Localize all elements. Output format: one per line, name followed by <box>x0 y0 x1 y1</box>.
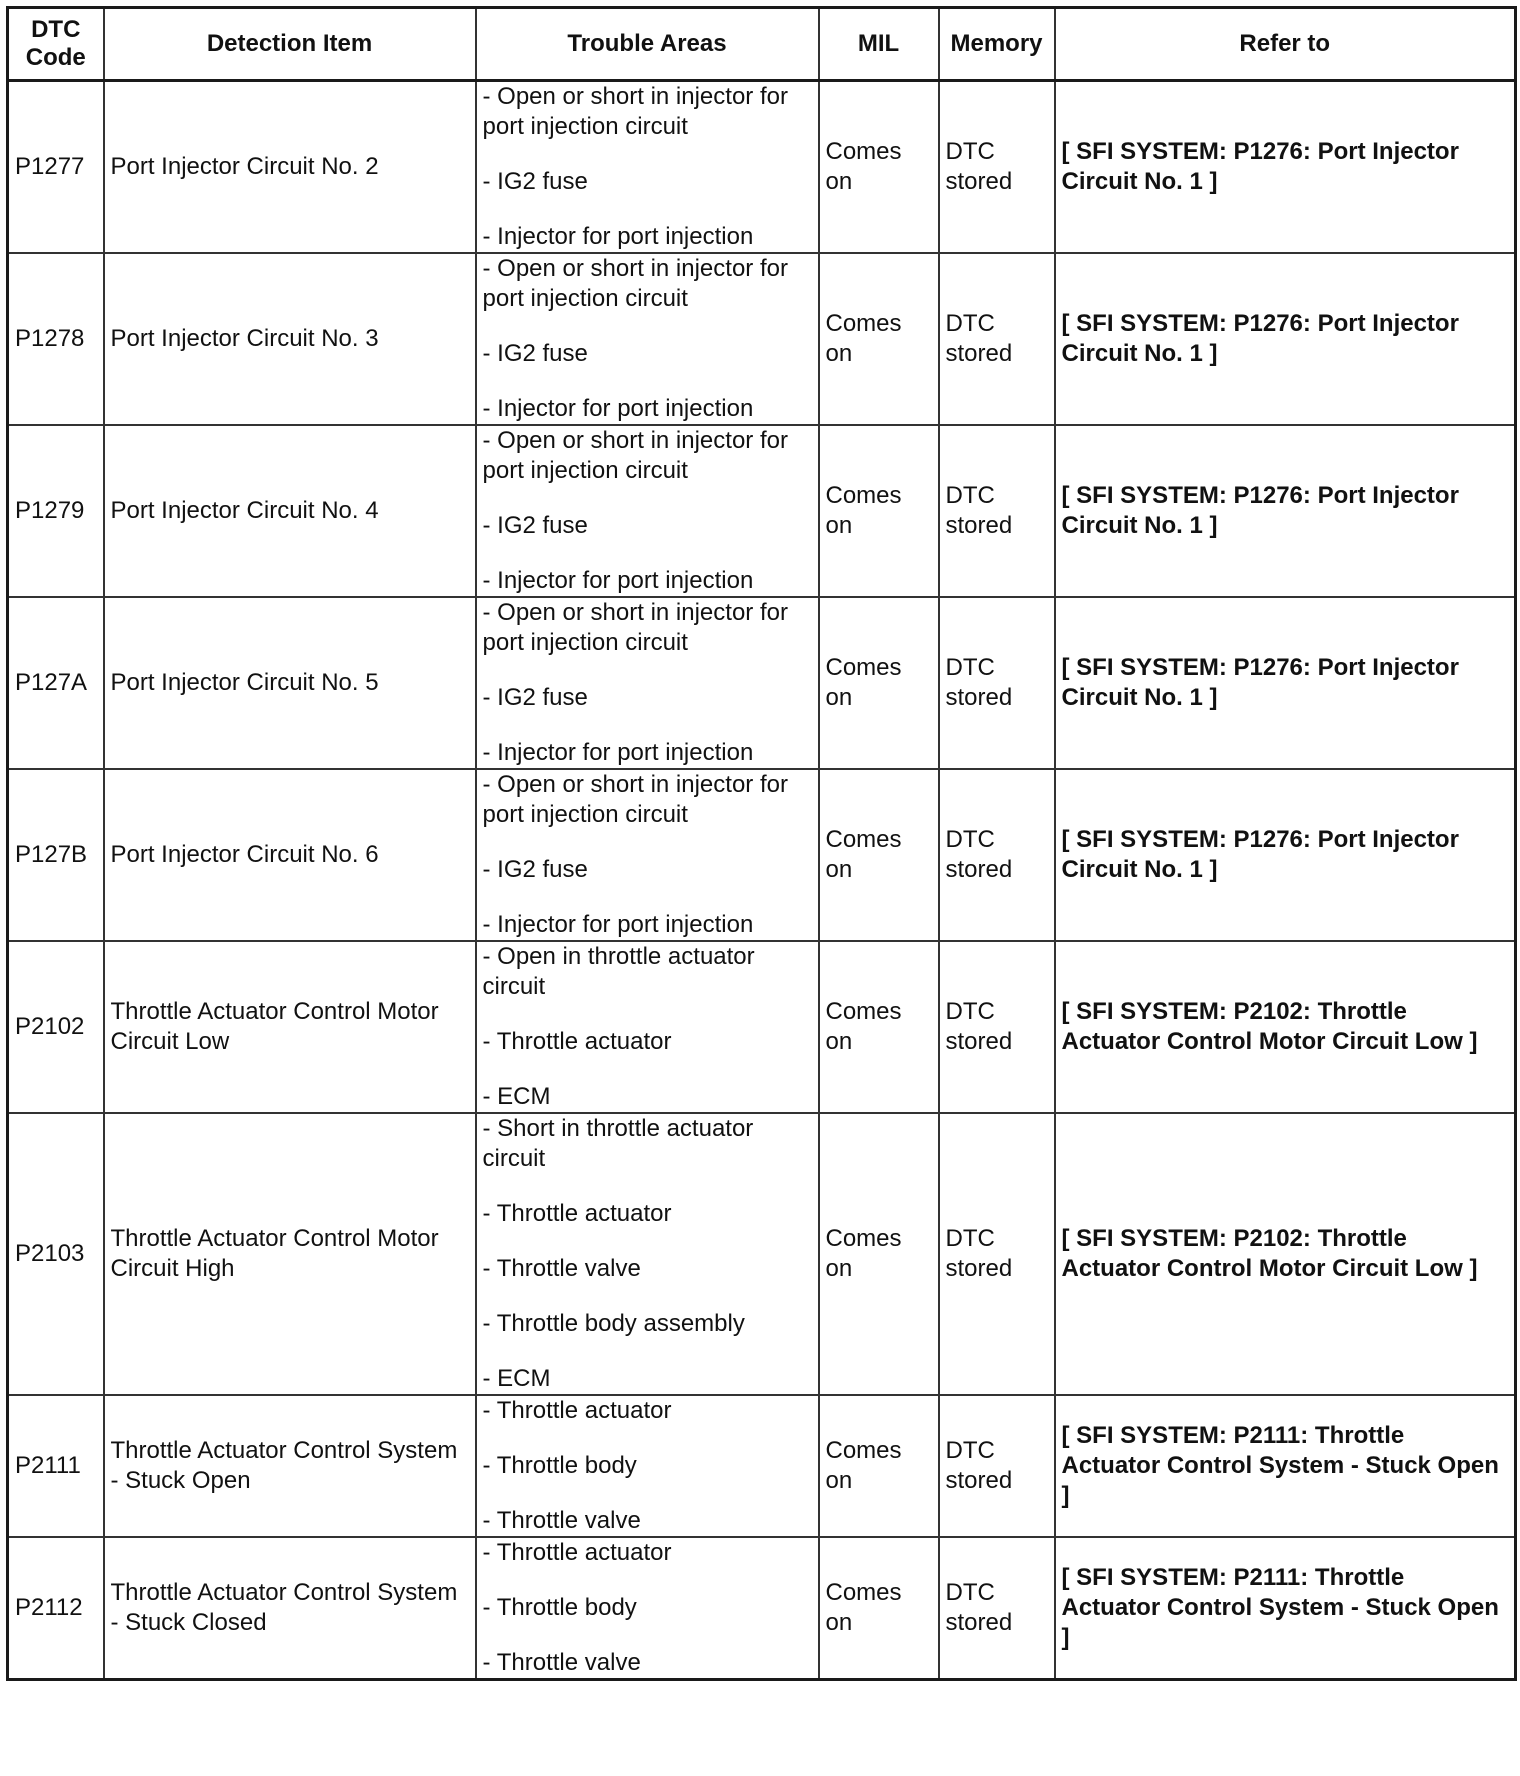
trouble-area-item: - IG2 fuse <box>482 340 588 367</box>
dtc-code-cell: P1278 <box>8 253 104 425</box>
trouble-area-spacer <box>483 1426 812 1451</box>
refer-to-cell: [ SFI SYSTEM: P2111: Throttle Actuator Control System - Stuck Open ] <box>1055 1537 1516 1680</box>
trouble-area-item: - ECM <box>482 1083 551 1110</box>
trouble-areas-cell <box>476 1537 819 1680</box>
trouble-area-spacer <box>483 1284 812 1309</box>
memory-cell: DTC stored <box>939 425 1055 597</box>
trouble-areas-cell <box>476 253 819 425</box>
detection-item-cell: Port Injector Circuit No. 3 <box>104 253 476 425</box>
trouble-area-item: - Short in throttle actuator circuit <box>482 1115 754 1172</box>
dtc-code-cell: P1277 <box>8 81 104 254</box>
dtc-code-cell: P2111 <box>8 1395 104 1537</box>
trouble-areas-cell <box>476 769 819 941</box>
mil-cell: Comes on <box>819 941 939 1113</box>
trouble-area-item: - Throttle body <box>482 1452 637 1479</box>
trouble-area-spacer <box>483 830 812 855</box>
memory-cell: DTC stored <box>939 769 1055 941</box>
trouble-area-item: - Throttle actuator <box>482 1028 672 1055</box>
detection-item-cell: Throttle Actuator Control System - Stuck Open <box>104 1395 476 1537</box>
trouble-area-item: - Open or short in injector for port injection circuit <box>482 771 788 828</box>
memory-cell: DTC stored <box>939 1537 1055 1680</box>
header-refer-to: Refer to <box>1055 8 1516 81</box>
trouble-area-spacer <box>483 1002 812 1027</box>
mil-cell: Comes on <box>819 597 939 769</box>
trouble-area-item: - IG2 fuse <box>482 168 588 195</box>
trouble-area-spacer <box>483 142 812 167</box>
header-trouble-areas: Trouble Areas <box>476 8 819 81</box>
trouble-area-spacer <box>483 197 812 222</box>
dtc-code-cell: P127B <box>8 769 104 941</box>
memory-cell: DTC stored <box>939 1395 1055 1537</box>
trouble-area-item: - Open or short in injector for port injection circuit <box>482 599 788 656</box>
trouble-area-spacer <box>483 314 812 339</box>
trouble-areas-cell <box>476 597 819 769</box>
refer-to-cell: [ SFI SYSTEM: P1276: Port Injector Circuit No. 1 ] <box>1055 597 1516 769</box>
trouble-areas-cell <box>476 425 819 597</box>
header-dtc-code-line2: Code <box>25 44 86 71</box>
trouble-area-spacer <box>483 1481 812 1506</box>
table-row <box>8 253 1516 425</box>
table-row <box>8 1395 1516 1537</box>
mil-cell: Comes on <box>819 769 939 941</box>
memory-cell: DTC stored <box>939 81 1055 254</box>
memory-cell: DTC stored <box>939 941 1055 1113</box>
table-row <box>8 1113 1516 1395</box>
trouble-area-spacer <box>483 1057 812 1082</box>
trouble-area-item: - Open or short in injector for port injection circuit <box>482 83 788 140</box>
table-row <box>8 1537 1516 1680</box>
mil-cell: Comes on <box>819 425 939 597</box>
mil-cell: Comes on <box>819 1395 939 1537</box>
memory-cell: DTC stored <box>939 597 1055 769</box>
header-dtc-code-line1: DTC <box>31 16 81 43</box>
table-row <box>8 81 1516 254</box>
trouble-area-item: - Throttle actuator <box>482 1200 672 1227</box>
detection-item-cell: Port Injector Circuit No. 4 <box>104 425 476 597</box>
dtc-table <box>6 6 1517 1681</box>
trouble-area-item: - Open or short in injector for port injection circuit <box>482 427 788 484</box>
trouble-area-item: - Throttle actuator <box>482 1397 672 1424</box>
refer-to-cell: [ SFI SYSTEM: P1276: Port Injector Circuit No. 1 ] <box>1055 769 1516 941</box>
trouble-area-item: - Throttle valve <box>482 1255 641 1282</box>
trouble-area-item: - Injector for port injection <box>482 223 754 250</box>
trouble-area-spacer <box>483 713 812 738</box>
header-memory: Memory <box>939 8 1055 81</box>
trouble-area-item: - Injector for port injection <box>482 911 754 938</box>
trouble-areas-cell <box>476 941 819 1113</box>
trouble-area-item: - IG2 fuse <box>482 684 588 711</box>
mil-cell: Comes on <box>819 1537 939 1680</box>
trouble-area-spacer <box>483 1174 812 1199</box>
refer-to-cell: [ SFI SYSTEM: P2102: Throttle Actuator Control Motor Circuit Low ] <box>1055 1113 1516 1395</box>
table-row <box>8 941 1516 1113</box>
refer-to-cell: [ SFI SYSTEM: P2111: Throttle Actuator Control System - Stuck Open ] <box>1055 1395 1516 1537</box>
table-row <box>8 769 1516 941</box>
trouble-area-spacer <box>483 1623 812 1648</box>
mil-cell: Comes on <box>819 81 939 254</box>
trouble-area-spacer <box>483 369 812 394</box>
trouble-area-spacer <box>483 486 812 511</box>
trouble-area-item: - Injector for port injection <box>482 567 754 594</box>
trouble-area-item: - Injector for port injection <box>482 739 754 766</box>
detection-item-cell: Port Injector Circuit No. 2 <box>104 81 476 254</box>
header-row <box>8 8 1516 81</box>
table-header <box>8 8 1516 81</box>
trouble-area-item: - IG2 fuse <box>482 856 588 883</box>
table-row <box>8 425 1516 597</box>
trouble-area-item: - Throttle valve <box>482 1507 641 1534</box>
trouble-areas-cell <box>476 1113 819 1395</box>
trouble-area-item: - Throttle valve <box>482 1649 641 1676</box>
table-row <box>8 597 1516 769</box>
trouble-areas-cell <box>476 1395 819 1537</box>
refer-to-cell: [ SFI SYSTEM: P1276: Port Injector Circuit No. 1 ] <box>1055 425 1516 597</box>
trouble-area-item: - Throttle actuator <box>482 1539 672 1566</box>
trouble-area-spacer <box>483 1339 812 1364</box>
trouble-area-item: - Injector for port injection <box>482 395 754 422</box>
trouble-area-item: - Open in throttle actuator circuit <box>482 943 755 1000</box>
trouble-area-item: - IG2 fuse <box>482 512 588 539</box>
trouble-area-spacer <box>483 541 812 566</box>
trouble-area-item: - ECM <box>482 1365 551 1392</box>
header-detection-item: Detection Item <box>104 8 476 81</box>
dtc-code-cell: P2102 <box>8 941 104 1113</box>
header-dtc-code <box>8 8 104 81</box>
trouble-area-spacer <box>483 658 812 683</box>
refer-to-cell: [ SFI SYSTEM: P2102: Throttle Actuator Control Motor Circuit Low ] <box>1055 941 1516 1113</box>
detection-item-cell: Throttle Actuator Control System - Stuck Closed <box>104 1537 476 1680</box>
detection-item-cell: Throttle Actuator Control Motor Circuit High <box>104 1113 476 1395</box>
trouble-area-item: - Throttle body <box>482 1594 637 1621</box>
trouble-area-spacer <box>483 885 812 910</box>
dtc-code-cell: P2112 <box>8 1537 104 1680</box>
detection-item-cell: Port Injector Circuit No. 6 <box>104 769 476 941</box>
trouble-areas-cell <box>476 81 819 254</box>
table-body <box>8 81 1516 1680</box>
dtc-code-cell: P2103 <box>8 1113 104 1395</box>
memory-cell: DTC stored <box>939 1113 1055 1395</box>
trouble-area-spacer <box>483 1229 812 1254</box>
detection-item-cell: Throttle Actuator Control Motor Circuit Low <box>104 941 476 1113</box>
mil-cell: Comes on <box>819 253 939 425</box>
trouble-area-item: - Throttle body assembly <box>482 1310 745 1337</box>
detection-item-cell: Port Injector Circuit No. 5 <box>104 597 476 769</box>
trouble-area-item: - Open or short in injector for port injection circuit <box>482 255 788 312</box>
dtc-code-cell: P1279 <box>8 425 104 597</box>
dtc-code-cell: P127A <box>8 597 104 769</box>
mil-cell: Comes on <box>819 1113 939 1395</box>
trouble-area-spacer <box>483 1568 812 1593</box>
refer-to-cell: [ SFI SYSTEM: P1276: Port Injector Circuit No. 1 ] <box>1055 81 1516 254</box>
refer-to-cell: [ SFI SYSTEM: P1276: Port Injector Circuit No. 1 ] <box>1055 253 1516 425</box>
memory-cell: DTC stored <box>939 253 1055 425</box>
header-mil: MIL <box>819 8 939 81</box>
